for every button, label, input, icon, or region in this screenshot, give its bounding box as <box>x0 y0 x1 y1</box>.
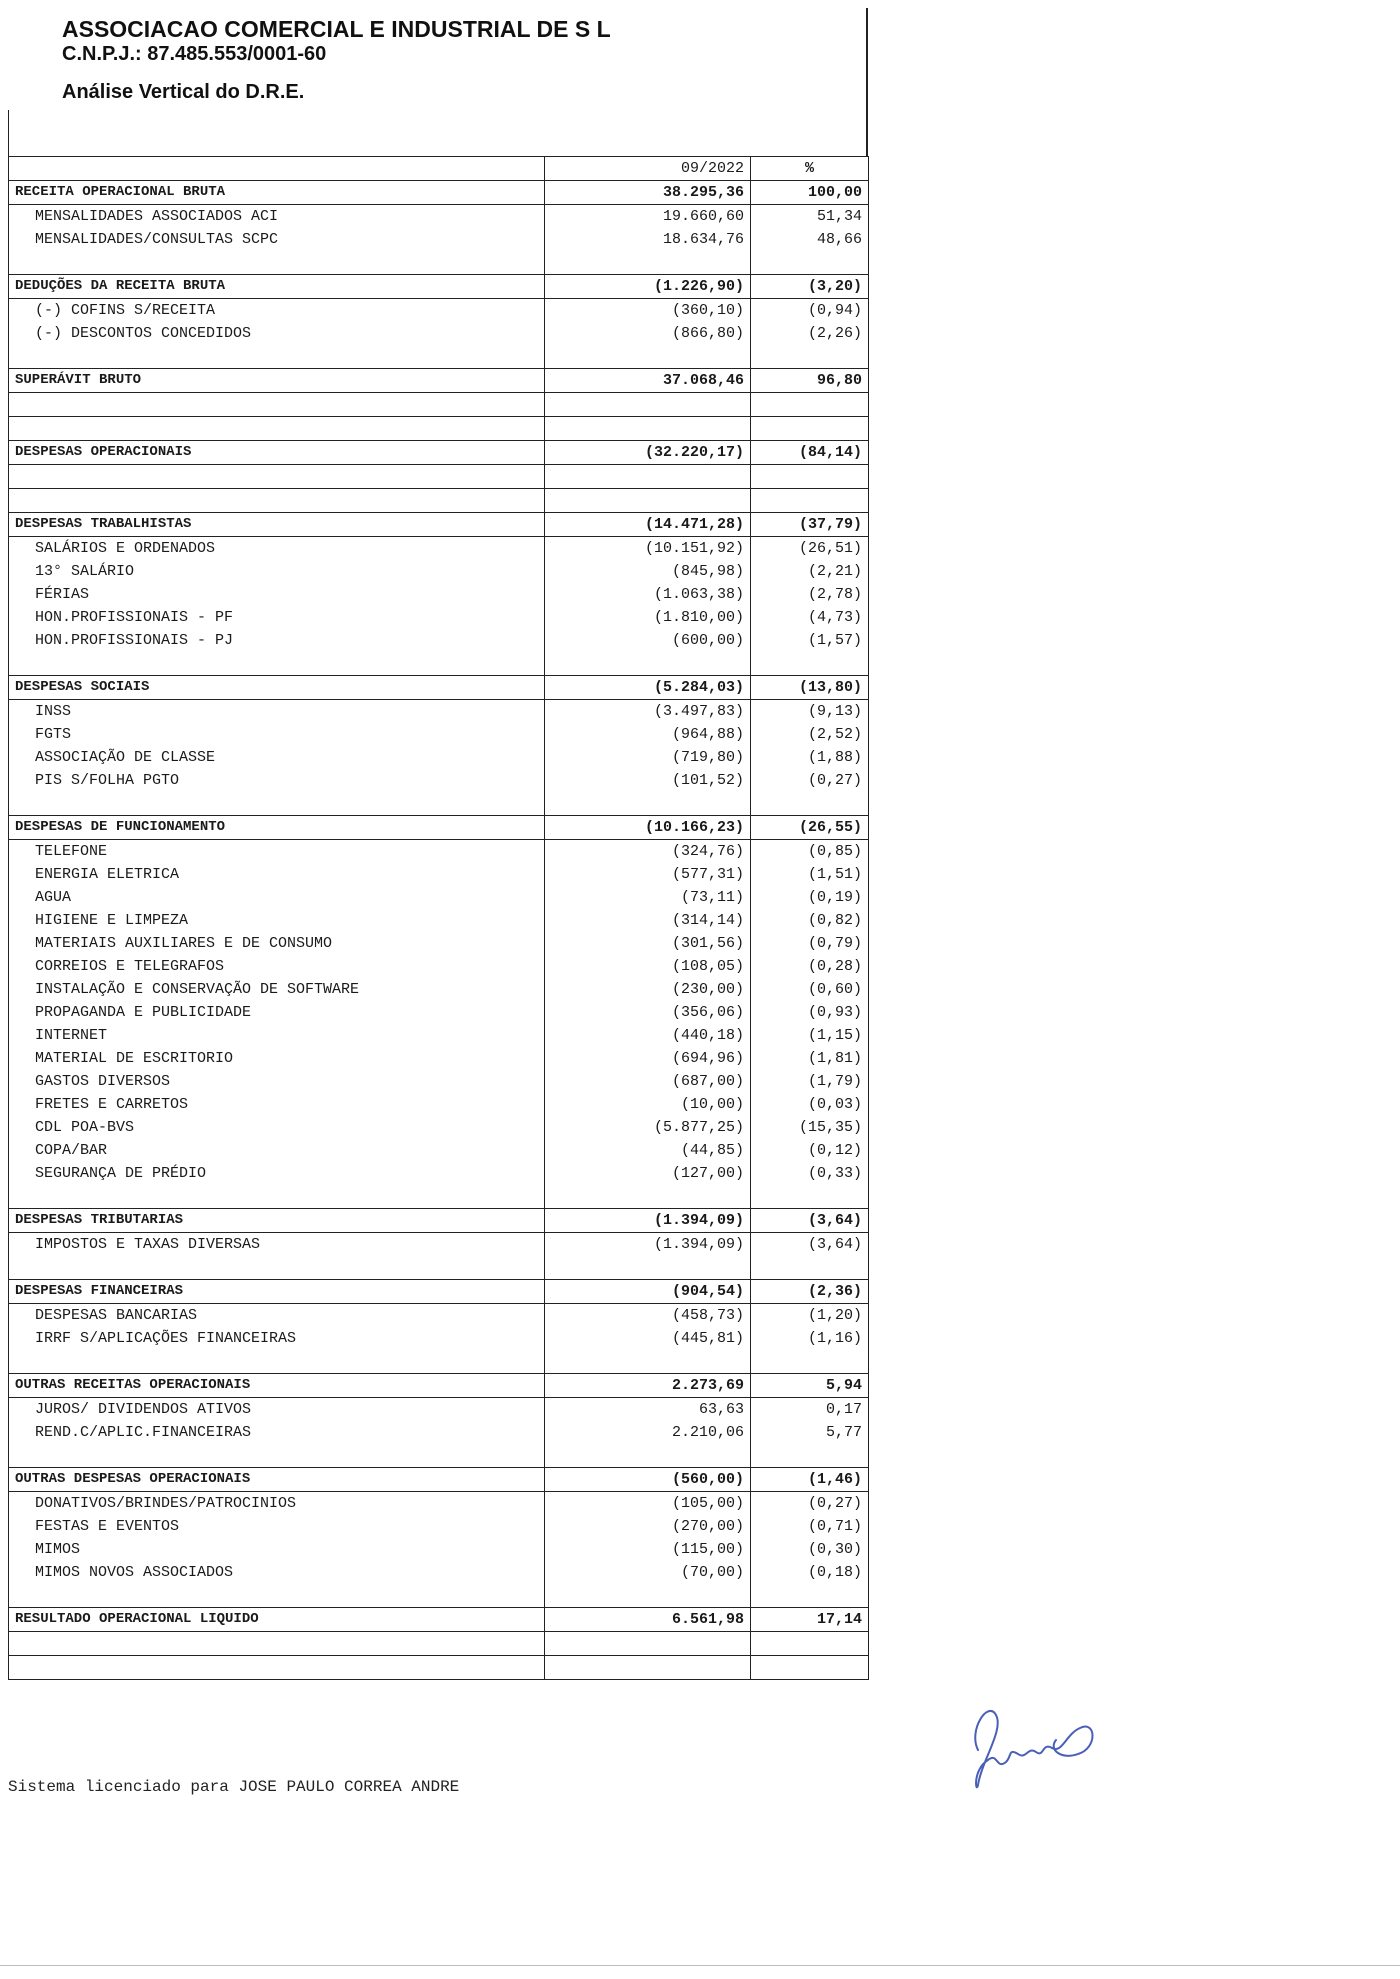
row-label: DESPESAS SOCIAIS <box>9 676 545 700</box>
row-percent: (1,81) <box>751 1047 869 1070</box>
spacer-row <box>9 251 869 275</box>
empty-cell <box>751 1444 869 1468</box>
line-item-row <box>9 1327 869 1350</box>
spacer-row <box>9 792 869 816</box>
row-label: MENSALIDADES/CONSULTAS SCPC <box>9 228 545 251</box>
line-item-row <box>9 1116 869 1139</box>
line-item-row <box>9 769 869 792</box>
row-value: (904,54) <box>545 1280 751 1304</box>
row-value: (600,00) <box>545 629 751 652</box>
empty-cell <box>751 1256 869 1280</box>
empty-cell <box>751 489 869 513</box>
row-value: (10,00) <box>545 1093 751 1116</box>
row-value: (101,52) <box>545 769 751 792</box>
row-percent: (0,94) <box>751 299 869 323</box>
empty-cell <box>751 251 869 275</box>
row-label: PIS S/FOLHA PGTO <box>9 769 545 792</box>
empty-cell <box>751 1185 869 1209</box>
row-percent: (26,55) <box>751 816 869 840</box>
row-value: (866,80) <box>545 322 751 345</box>
row-value: (105,00) <box>545 1492 751 1516</box>
group-total-row <box>9 181 869 205</box>
spacer-row <box>9 393 869 417</box>
row-percent: (0,18) <box>751 1561 869 1584</box>
spacer-row <box>9 1584 869 1608</box>
group-total-row <box>9 369 869 393</box>
group-total-row <box>9 1468 869 1492</box>
row-value: 2.273,69 <box>545 1374 751 1398</box>
spacer-row <box>9 1256 869 1280</box>
row-value: (14.471,28) <box>545 513 751 537</box>
group-total-row <box>9 816 869 840</box>
empty-cell <box>9 465 545 489</box>
row-percent: (0,30) <box>751 1538 869 1561</box>
row-value: (1.063,38) <box>545 583 751 606</box>
row-value: (845,98) <box>545 560 751 583</box>
empty-cell <box>751 393 869 417</box>
row-value: (360,10) <box>545 299 751 323</box>
empty-cell <box>751 1584 869 1608</box>
row-label: INTERNET <box>9 1024 545 1047</box>
row-label: ASSOCIAÇÃO DE CLASSE <box>9 746 545 769</box>
line-item-row <box>9 978 869 1001</box>
row-percent: (0,27) <box>751 769 869 792</box>
row-label: (-) COFINS S/RECEITA <box>9 299 545 323</box>
row-percent: (1,88) <box>751 746 869 769</box>
empty-cell <box>751 1350 869 1374</box>
empty-cell <box>751 1632 869 1656</box>
table-header-row <box>9 157 869 181</box>
row-percent: (2,26) <box>751 322 869 345</box>
line-item-row <box>9 1538 869 1561</box>
line-item-row <box>9 322 869 345</box>
row-value: (687,00) <box>545 1070 751 1093</box>
line-item-row <box>9 1162 869 1185</box>
row-value: 6.561,98 <box>545 1608 751 1632</box>
signature-drawing <box>948 1690 1108 1800</box>
empty-cell <box>545 1584 751 1608</box>
row-label: IMPOSTOS E TAXAS DIVERSAS <box>9 1233 545 1257</box>
row-label: DESPESAS DE FUNCIONAMENTO <box>9 816 545 840</box>
line-item-row <box>9 1093 869 1116</box>
row-label: 13° SALÁRIO <box>9 560 545 583</box>
row-label: RECEITA OPERACIONAL BRUTA <box>9 181 545 205</box>
license-footer: Sistema licenciado para JOSE PAULO CORREA ANDRE <box>8 1778 460 1796</box>
row-percent: (4,73) <box>751 606 869 629</box>
row-label: DESPESAS TRIBUTARIAS <box>9 1209 545 1233</box>
line-item-row <box>9 886 869 909</box>
row-value: (1.394,09) <box>545 1233 751 1257</box>
line-item-row <box>9 1561 869 1584</box>
line-item-row <box>9 700 869 724</box>
line-item-row <box>9 1024 869 1047</box>
row-label: INSS <box>9 700 545 724</box>
spacer-row <box>9 465 869 489</box>
row-value: (108,05) <box>545 955 751 978</box>
row-value: 2.210,06 <box>545 1421 751 1444</box>
row-label: (-) DESCONTOS CONCEDIDOS <box>9 322 545 345</box>
row-percent: (2,36) <box>751 1280 869 1304</box>
row-percent: (3,20) <box>751 275 869 299</box>
line-item-row <box>9 1398 869 1422</box>
empty-cell <box>545 792 751 816</box>
row-label: DONATIVOS/BRINDES/PATROCINIOS <box>9 1492 545 1516</box>
row-percent: (0,93) <box>751 1001 869 1024</box>
group-total-row <box>9 275 869 299</box>
empty-cell <box>545 489 751 513</box>
row-value: (127,00) <box>545 1162 751 1185</box>
empty-cell <box>545 1632 751 1656</box>
row-label: FESTAS E EVENTOS <box>9 1515 545 1538</box>
row-percent: (1,16) <box>751 1327 869 1350</box>
empty-cell <box>9 489 545 513</box>
row-percent: (13,80) <box>751 676 869 700</box>
row-label: TELEFONE <box>9 840 545 864</box>
row-value: (270,00) <box>545 1515 751 1538</box>
empty-cell <box>545 652 751 676</box>
description-column-header <box>9 157 545 181</box>
row-label: RESULTADO OPERACIONAL LIQUIDO <box>9 1608 545 1632</box>
row-percent: 0,17 <box>751 1398 869 1422</box>
empty-cell <box>9 345 545 369</box>
company-name: ASSOCIACAO COMERCIAL E INDUSTRIAL DE S L <box>62 16 611 42</box>
line-item-row <box>9 909 869 932</box>
row-value: (1.394,09) <box>545 1209 751 1233</box>
row-percent: (37,79) <box>751 513 869 537</box>
empty-cell <box>545 345 751 369</box>
spacer-row <box>9 1632 869 1656</box>
empty-cell <box>545 1444 751 1468</box>
row-label: MATERIAIS AUXILIARES E DE CONSUMO <box>9 932 545 955</box>
row-value: (560,00) <box>545 1468 751 1492</box>
row-label: HIGIENE E LIMPEZA <box>9 909 545 932</box>
row-label: IRRF S/APLICAÇÕES FINANCEIRAS <box>9 1327 545 1350</box>
empty-cell <box>9 1444 545 1468</box>
row-value: (32.220,17) <box>545 441 751 465</box>
row-percent: (0,79) <box>751 932 869 955</box>
line-item-row <box>9 1492 869 1516</box>
row-percent: 100,00 <box>751 181 869 205</box>
line-item-row <box>9 560 869 583</box>
row-label: FGTS <box>9 723 545 746</box>
spacer-row <box>9 1444 869 1468</box>
row-label: COPA/BAR <box>9 1139 545 1162</box>
row-percent: (1,79) <box>751 1070 869 1093</box>
row-label: DESPESAS OPERACIONAIS <box>9 441 545 465</box>
empty-cell <box>9 652 545 676</box>
group-total-row <box>9 1280 869 1304</box>
row-percent: 5,77 <box>751 1421 869 1444</box>
row-value: 18.634,76 <box>545 228 751 251</box>
empty-cell <box>9 417 545 441</box>
row-percent: (2,52) <box>751 723 869 746</box>
row-value: (440,18) <box>545 1024 751 1047</box>
spacer-row <box>9 417 869 441</box>
row-value: (324,76) <box>545 840 751 864</box>
row-label: REND.C/APLIC.FINANCEIRAS <box>9 1421 545 1444</box>
spacer-row <box>9 1350 869 1374</box>
line-item-row <box>9 1421 869 1444</box>
row-percent: (0,03) <box>751 1093 869 1116</box>
empty-cell <box>9 1185 545 1209</box>
row-percent: (0,82) <box>751 909 869 932</box>
percent-column-header: % <box>751 157 869 181</box>
dre-table <box>8 156 869 1680</box>
line-item-row <box>9 840 869 864</box>
line-item-row <box>9 1070 869 1093</box>
row-value: (301,56) <box>545 932 751 955</box>
empty-cell <box>545 417 751 441</box>
empty-cell <box>9 1256 545 1280</box>
row-label: OUTRAS DESPESAS OPERACIONAIS <box>9 1468 545 1492</box>
row-value: (70,00) <box>545 1561 751 1584</box>
row-value: (719,80) <box>545 746 751 769</box>
row-percent: (1,46) <box>751 1468 869 1492</box>
row-percent: (0,33) <box>751 1162 869 1185</box>
row-label: MIMOS NOVOS ASSOCIADOS <box>9 1561 545 1584</box>
empty-cell <box>545 393 751 417</box>
row-label: SEGURANÇA DE PRÉDIO <box>9 1162 545 1185</box>
line-item-row <box>9 228 869 251</box>
row-label: FRETES E CARRETOS <box>9 1093 545 1116</box>
empty-cell <box>545 1350 751 1374</box>
row-percent: (0,12) <box>751 1139 869 1162</box>
row-percent: 96,80 <box>751 369 869 393</box>
group-total-row <box>9 1374 869 1398</box>
empty-cell <box>545 1656 751 1680</box>
row-value: (1.226,90) <box>545 275 751 299</box>
empty-cell <box>751 465 869 489</box>
row-label: SUPERÁVIT BRUTO <box>9 369 545 393</box>
empty-cell <box>751 652 869 676</box>
group-total-row <box>9 676 869 700</box>
row-percent: (0,28) <box>751 955 869 978</box>
row-value: (964,88) <box>545 723 751 746</box>
row-label: DESPESAS BANCARIAS <box>9 1304 545 1328</box>
row-label: FÉRIAS <box>9 583 545 606</box>
line-item-row <box>9 1001 869 1024</box>
row-value: (3.497,83) <box>545 700 751 724</box>
empty-cell <box>545 1185 751 1209</box>
page-bottom-edge <box>0 1965 1400 1966</box>
row-value: 37.068,46 <box>545 369 751 393</box>
empty-cell <box>9 1584 545 1608</box>
row-label: JUROS/ DIVIDENDOS ATIVOS <box>9 1398 545 1422</box>
row-percent: 5,94 <box>751 1374 869 1398</box>
row-percent: 17,14 <box>751 1608 869 1632</box>
row-value: (5.877,25) <box>545 1116 751 1139</box>
row-label: HON.PROFISSIONAIS - PJ <box>9 629 545 652</box>
row-percent: (1,15) <box>751 1024 869 1047</box>
row-value: (458,73) <box>545 1304 751 1328</box>
empty-cell <box>751 417 869 441</box>
row-label: CORREIOS E TELEGRAFOS <box>9 955 545 978</box>
row-label: MENSALIDADES ASSOCIADOS ACI <box>9 205 545 229</box>
row-value: (73,11) <box>545 886 751 909</box>
row-percent: (0,19) <box>751 886 869 909</box>
row-label: MIMOS <box>9 1538 545 1561</box>
line-item-row <box>9 205 869 229</box>
spacer-row <box>9 1656 869 1680</box>
row-label: CDL POA-BVS <box>9 1116 545 1139</box>
line-item-row <box>9 629 869 652</box>
line-item-row <box>9 955 869 978</box>
empty-cell <box>545 1256 751 1280</box>
row-percent: (2,21) <box>751 560 869 583</box>
row-label: DEDUÇÕES DA RECEITA BRUTA <box>9 275 545 299</box>
group-total-row <box>9 441 869 465</box>
line-item-row <box>9 299 869 323</box>
row-label: GASTOS DIVERSOS <box>9 1070 545 1093</box>
row-label: SALÁRIOS E ORDENADOS <box>9 537 545 561</box>
row-percent: (1,20) <box>751 1304 869 1328</box>
row-value: (44,85) <box>545 1139 751 1162</box>
row-percent: (2,78) <box>751 583 869 606</box>
line-item-row <box>9 606 869 629</box>
line-item-row <box>9 1515 869 1538</box>
empty-cell <box>751 345 869 369</box>
row-label: MATERIAL DE ESCRITORIO <box>9 1047 545 1070</box>
row-label: DESPESAS TRABALHISTAS <box>9 513 545 537</box>
frame-line-right <box>866 8 868 156</box>
row-label: OUTRAS RECEITAS OPERACIONAIS <box>9 1374 545 1398</box>
empty-cell <box>9 1350 545 1374</box>
row-label: PROPAGANDA E PUBLICIDADE <box>9 1001 545 1024</box>
frame-line-left <box>8 110 9 156</box>
row-value: (5.284,03) <box>545 676 751 700</box>
row-percent: (3,64) <box>751 1233 869 1257</box>
dre-table-body <box>9 181 869 1680</box>
spacer-row <box>9 1185 869 1209</box>
row-value: (445,81) <box>545 1327 751 1350</box>
row-percent: 51,34 <box>751 205 869 229</box>
group-total-row <box>9 1209 869 1233</box>
row-percent: (0,60) <box>751 978 869 1001</box>
empty-cell <box>545 251 751 275</box>
row-percent: (0,71) <box>751 1515 869 1538</box>
spacer-row <box>9 652 869 676</box>
spacer-row <box>9 489 869 513</box>
row-percent: (0,85) <box>751 840 869 864</box>
row-value: 38.295,36 <box>545 181 751 205</box>
empty-cell <box>545 465 751 489</box>
line-item-row <box>9 746 869 769</box>
period-column-header: 09/2022 <box>545 157 751 181</box>
empty-cell <box>9 1656 545 1680</box>
row-percent: (15,35) <box>751 1116 869 1139</box>
row-value: (115,00) <box>545 1538 751 1561</box>
empty-cell <box>9 393 545 417</box>
row-percent: 48,66 <box>751 228 869 251</box>
empty-cell <box>751 1656 869 1680</box>
row-percent: (1,51) <box>751 863 869 886</box>
empty-cell <box>9 251 545 275</box>
empty-cell <box>9 1632 545 1656</box>
row-value: (1.810,00) <box>545 606 751 629</box>
row-value: 19.660,60 <box>545 205 751 229</box>
empty-cell <box>9 792 545 816</box>
line-item-row <box>9 1304 869 1328</box>
row-percent: (26,51) <box>751 537 869 561</box>
row-percent: (1,57) <box>751 629 869 652</box>
empty-cell <box>751 792 869 816</box>
spacer-row <box>9 345 869 369</box>
row-value: (10.151,92) <box>545 537 751 561</box>
row-label: INSTALAÇÃO E CONSERVAÇÃO DE SOFTWARE <box>9 978 545 1001</box>
report-title: Análise Vertical do D.R.E. <box>62 81 305 103</box>
row-percent: (3,64) <box>751 1209 869 1233</box>
row-value: (314,14) <box>545 909 751 932</box>
row-label: DESPESAS FINANCEIRAS <box>9 1280 545 1304</box>
line-item-row <box>9 723 869 746</box>
group-total-row <box>9 513 869 537</box>
line-item-row <box>9 863 869 886</box>
row-value: (10.166,23) <box>545 816 751 840</box>
line-item-row <box>9 1047 869 1070</box>
line-item-row <box>9 932 869 955</box>
group-total-row <box>9 1608 869 1632</box>
handwritten-signature <box>948 1690 1108 1805</box>
row-value: (356,06) <box>545 1001 751 1024</box>
row-value: 63,63 <box>545 1398 751 1422</box>
document-header <box>62 16 611 104</box>
company-cnpj: C.N.P.J.: 87.485.553/0001-60 <box>62 43 327 65</box>
row-value: (577,31) <box>545 863 751 886</box>
row-label: HON.PROFISSIONAIS - PF <box>9 606 545 629</box>
row-percent: (9,13) <box>751 700 869 724</box>
line-item-row <box>9 1233 869 1257</box>
line-item-row <box>9 537 869 561</box>
line-item-row <box>9 1139 869 1162</box>
row-percent: (0,27) <box>751 1492 869 1516</box>
row-label: ENERGIA ELETRICA <box>9 863 545 886</box>
row-value: (230,00) <box>545 978 751 1001</box>
line-item-row <box>9 583 869 606</box>
row-label: AGUA <box>9 886 545 909</box>
row-value: (694,96) <box>545 1047 751 1070</box>
row-percent: (84,14) <box>751 441 869 465</box>
